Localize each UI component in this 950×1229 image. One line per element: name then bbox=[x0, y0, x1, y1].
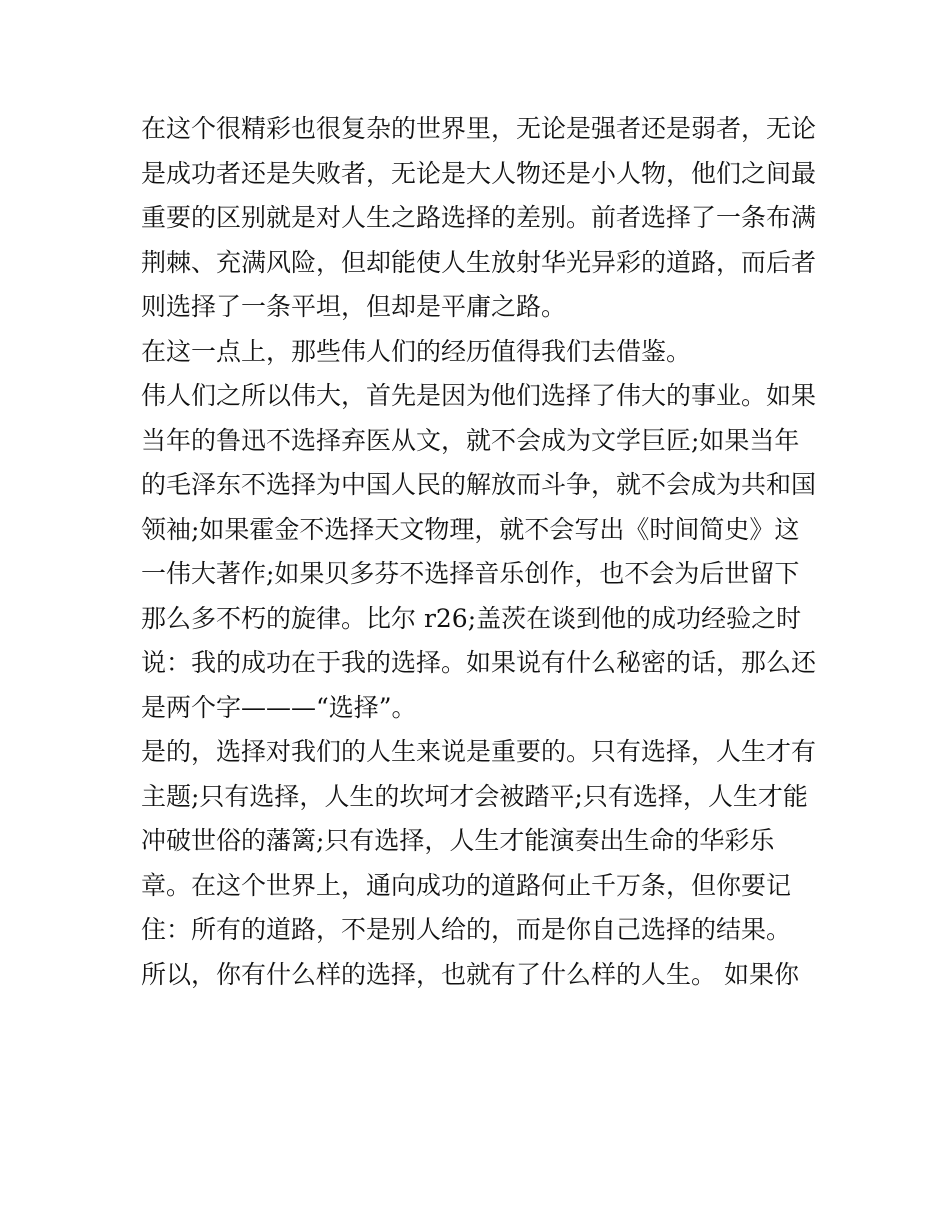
text-line: 冲破世俗的藩篱;只有选择，人生才能演奏出生命的华彩乐 bbox=[141, 826, 775, 855]
text-line: 那么多不朽的旋律。比尔 r26;盖茨在谈到他的成功经验之时 bbox=[141, 603, 802, 633]
document-body bbox=[141, 107, 821, 997]
text-line: 章。在这个世界上，通向成功的道路何止千万条，但你要记 bbox=[141, 870, 792, 900]
text-line: 在这一点上，那些伟人们的经历值得我们去借鉴。 bbox=[141, 336, 692, 366]
text-line: 领袖;如果霍金不选择天文物理，就不会写出《时间简史》这 bbox=[141, 514, 800, 544]
text-line: 一伟大著作;如果贝多芬不选择音乐创作，也不会为后世留下 bbox=[141, 559, 800, 588]
text-line: 主题;只有选择，人生的坎坷才会被踏平;只有选择，人生才能 bbox=[141, 781, 808, 811]
text-line: 荆棘、充满风险，但却能使人生放射华光异彩的道路，而后者 bbox=[141, 247, 817, 277]
text-line: 住：所有的道路，不是别人给的，而是你自己选择的结果。 bbox=[141, 915, 792, 944]
text-line: 是成功者还是失败者，无论是大人物还是小人物，他们之间最 bbox=[141, 158, 817, 188]
text-line: 的毛泽东不选择为中国人民的解放而斗争，就不会成为共和国 bbox=[141, 470, 817, 499]
text-line: 伟人们之所以伟大，首先是因为他们选择了伟大的事业。如果 bbox=[141, 381, 817, 410]
text-line: 是两个字———“选择”。 bbox=[141, 692, 417, 722]
text-line: 所以，你有什么样的选择，也就有了什么样的人生。 如果你 bbox=[141, 959, 799, 989]
text-line: 当年的鲁迅不选择弃医从文，就不会成为文学巨匠;如果当年 bbox=[141, 425, 800, 455]
text-line: 在这个很精彩也很复杂的世界里，无论是强者还是弱者，无论 bbox=[141, 114, 817, 143]
text-line: 是的，选择对我们的人生来说是重要的。只有选择，人生才有 bbox=[141, 737, 817, 766]
text-line: 重要的区别就是对人生之路选择的差别。前者选择了一条布满 bbox=[141, 203, 817, 232]
text-line: 说：我的成功在于我的选择。如果说有什么秘密的话，那么还 bbox=[141, 648, 817, 677]
text-line: 则选择了一条平坦，但却是平庸之路。 bbox=[141, 292, 567, 321]
